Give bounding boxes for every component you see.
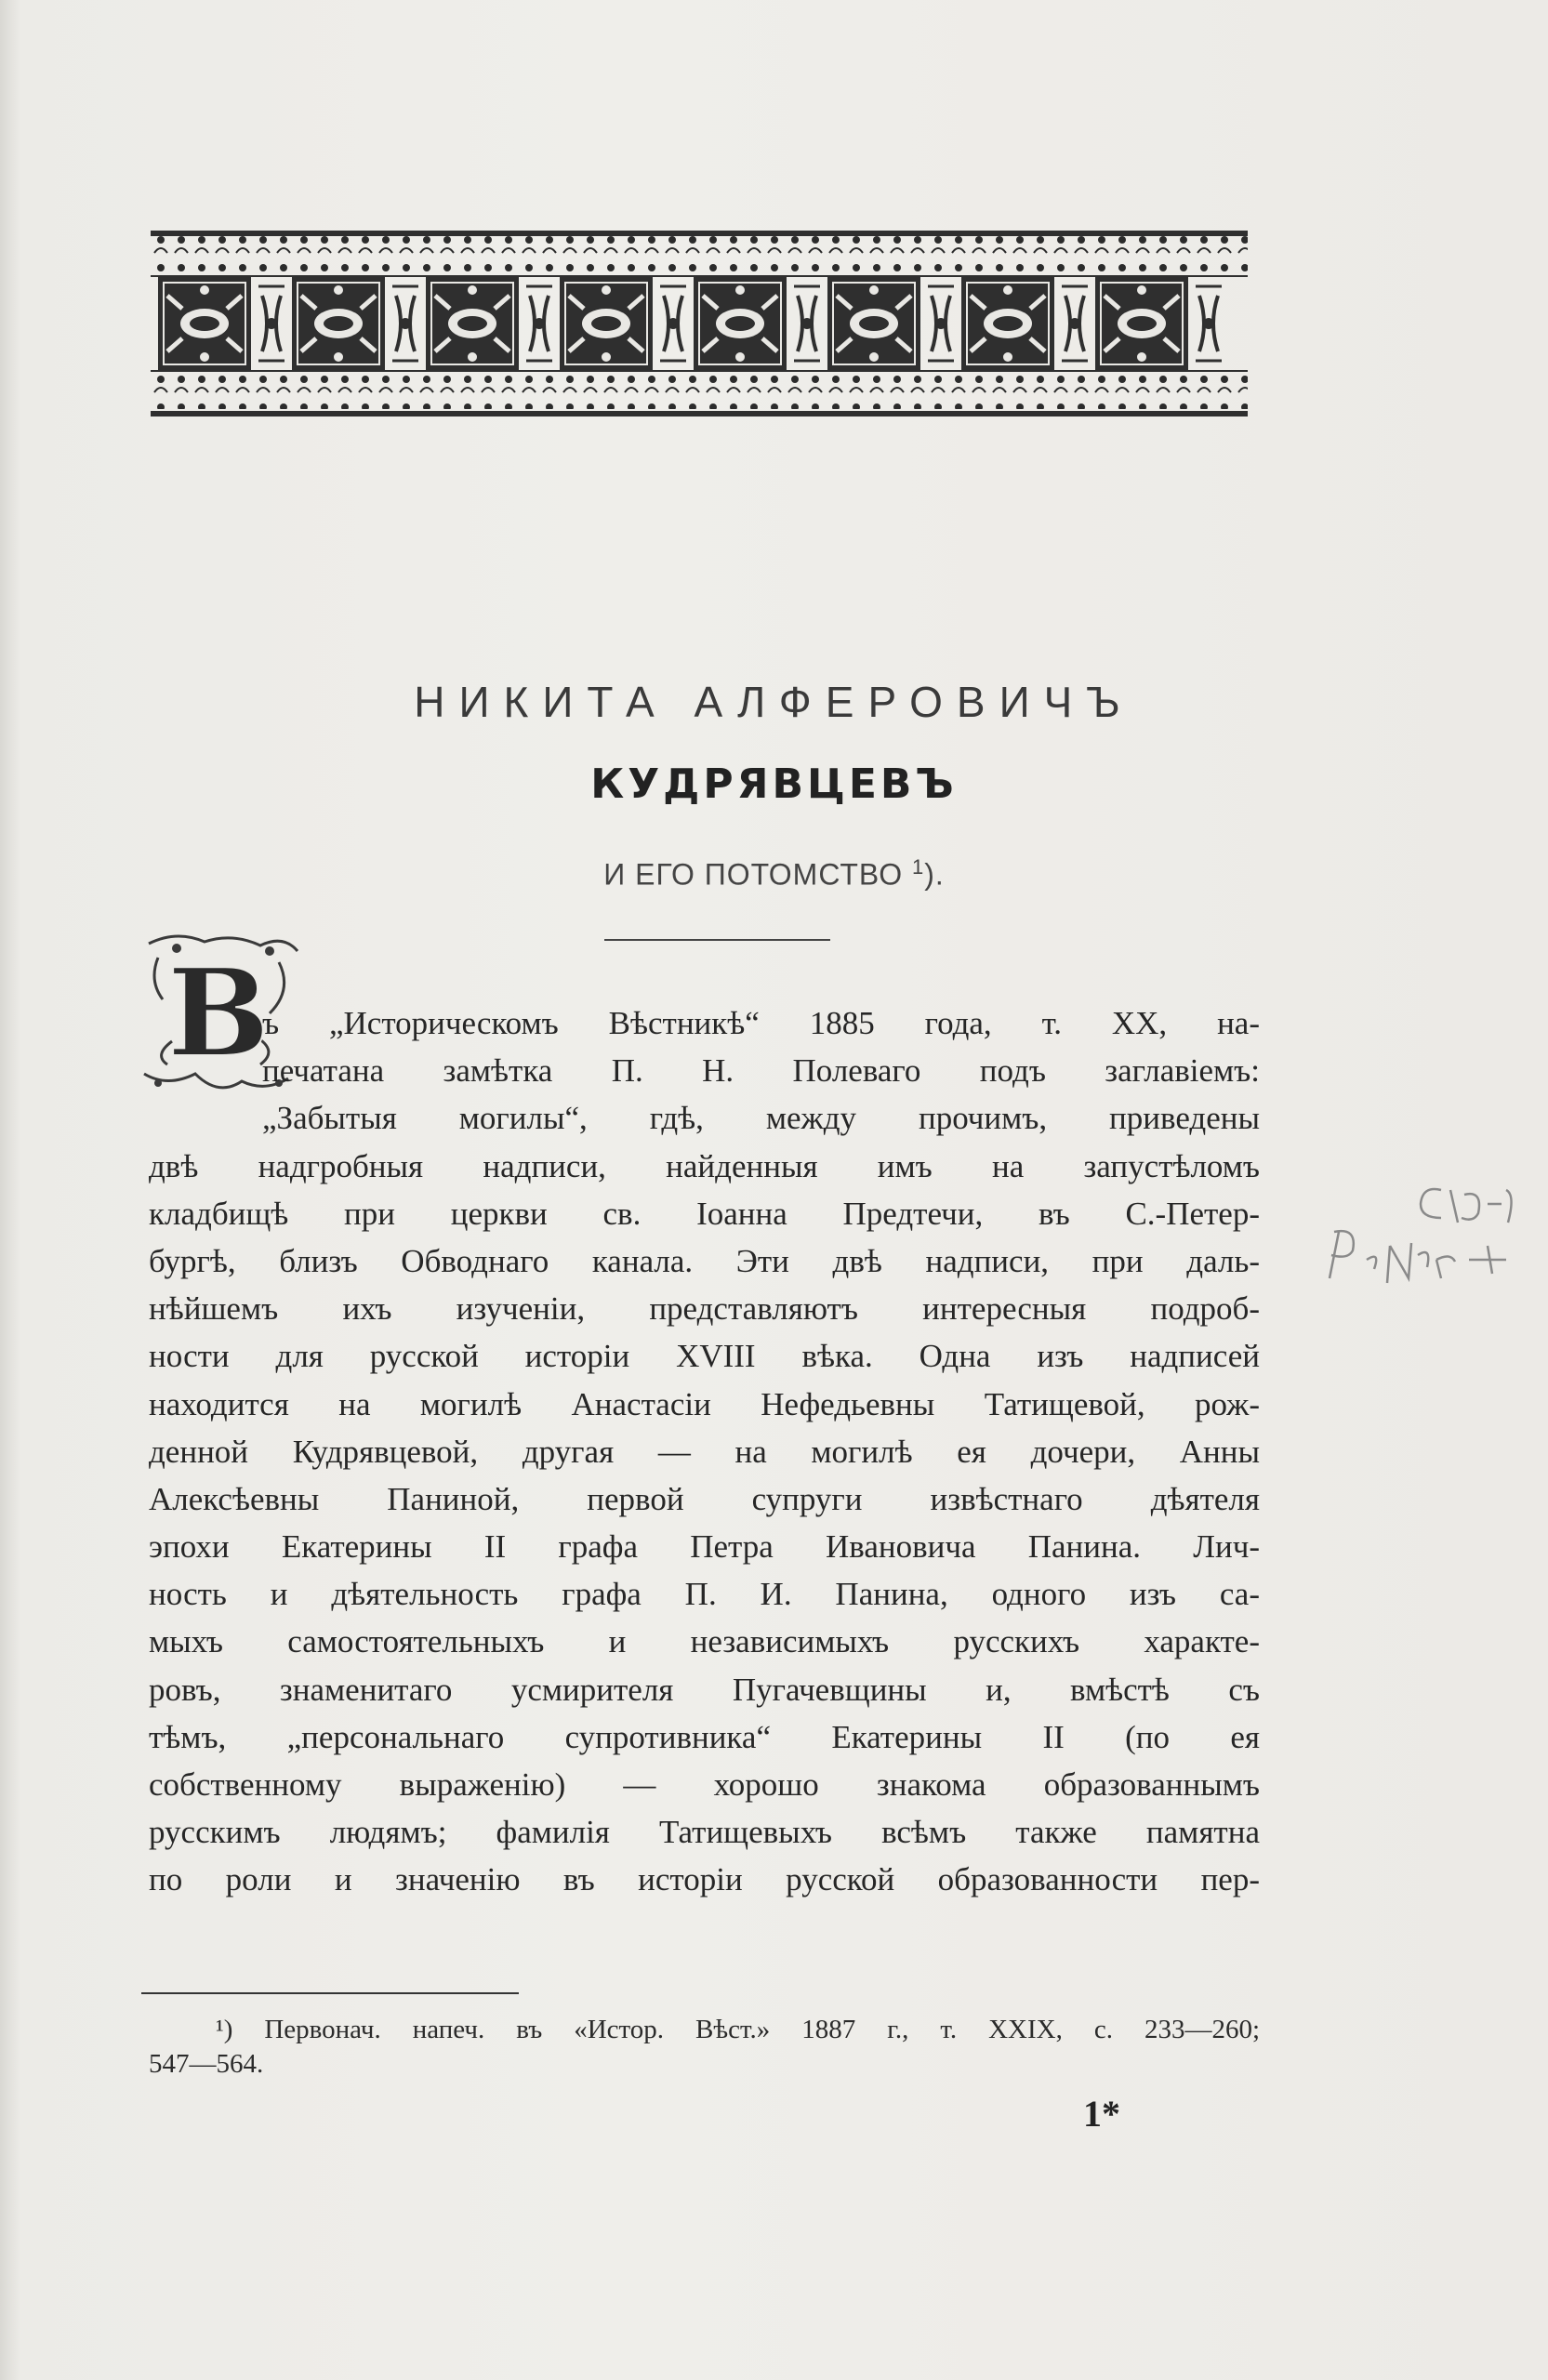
signature-mark: 1* <box>1083 2093 1120 2135</box>
body-line: мыхъ самостоятельныхъ и независимыхъ русскихъ характе- <box>149 1623 1260 1660</box>
pencil-marginalia <box>1302 1167 1534 1306</box>
body-line: ность и дѣятельность графа П. И. Панина, одного изъ са- <box>149 1576 1260 1613</box>
footnote-marker: 1 <box>911 855 925 879</box>
body-line: находится на могилѣ Анастасіи Нефедьевны Татищевой, рож- <box>149 1385 1260 1422</box>
body-line: эпохи Екатерины II графа Петра Ивановича Панина. Лич- <box>149 1528 1260 1566</box>
footnote-line: ¹) Первонач. напеч. въ «Истор. Вѣст.» 1887 г., т. XXIX, с. 233—260; <box>216 2015 1260 2044</box>
subtitle-tail: ). <box>924 857 945 892</box>
drop-cap-letter: В <box>167 942 270 1084</box>
body-line: денной Кудрявцевой, другая — на могилѣ ея дочери, Анны <box>149 1433 1260 1470</box>
footnote-line: 547—564. <box>149 2049 264 2079</box>
body-line: двѣ надгробныя надписи, найденныя имъ на запустѣломъ <box>149 1147 1260 1184</box>
body-line: русскимъ людямъ; фамилія Татищевыхъ всѣмъ также памятна <box>149 1814 1260 1851</box>
surname-heading: КУДРЯВЦЕВЪ <box>590 760 958 808</box>
ornamental-headpiece <box>151 231 1248 416</box>
body-line: „Забытыя могилы“, гдѣ, между прочимъ, приведены <box>262 1100 1260 1137</box>
body-line: собственному выраженію) — хорошо знакома образованнымъ <box>149 1766 1260 1803</box>
subtitle-heading <box>0 855 1548 892</box>
body-line: Алексѣевны Паниной, первой супруги извѣстнаго дѣятеля <box>149 1480 1260 1517</box>
body-line: ъ „Историческомъ Вѣстникѣ“ 1885 года, т. XX, на- <box>262 1005 1260 1041</box>
body-line: ности для русской исторіи XVIII вѣка. Одна изъ надписей <box>149 1338 1260 1375</box>
body-line: тѣмъ, „персональнаго супротивника“ Екатерины II (по ея <box>149 1718 1260 1755</box>
body-line: печатана замѣтка П. Н. Полеваго подъ заглавіемъ: <box>262 1052 1260 1090</box>
body-line: нѣйшемъ ихъ изученіи, представляютъ интересныя подроб- <box>149 1290 1260 1328</box>
footnote <box>149 2013 1260 2082</box>
footnote-rule <box>141 1992 519 1994</box>
body-line: ровъ, знаменитаго усмирителя Пугачевщины и, вмѣстѣ съ <box>149 1671 1260 1708</box>
body-line: бургѣ, близъ Обводнаго канала. Эти двѣ надписи, при даль- <box>149 1242 1260 1279</box>
page-fold-shadow <box>0 0 20 2380</box>
body-line: кладбищѣ при церкви св. Іоанна Предтечи, въ С.-Петер- <box>149 1195 1260 1232</box>
title-divider <box>604 939 830 941</box>
subtitle-text: И ЕГО ПОТОМСТВО <box>603 857 904 892</box>
body-line: по роли и значенію въ исторіи русской образованности пер- <box>149 1861 1260 1898</box>
body-paragraph <box>149 999 1260 1904</box>
author-name-heading: НИКИТА АЛФЕРОВИЧЪ <box>414 678 1134 726</box>
